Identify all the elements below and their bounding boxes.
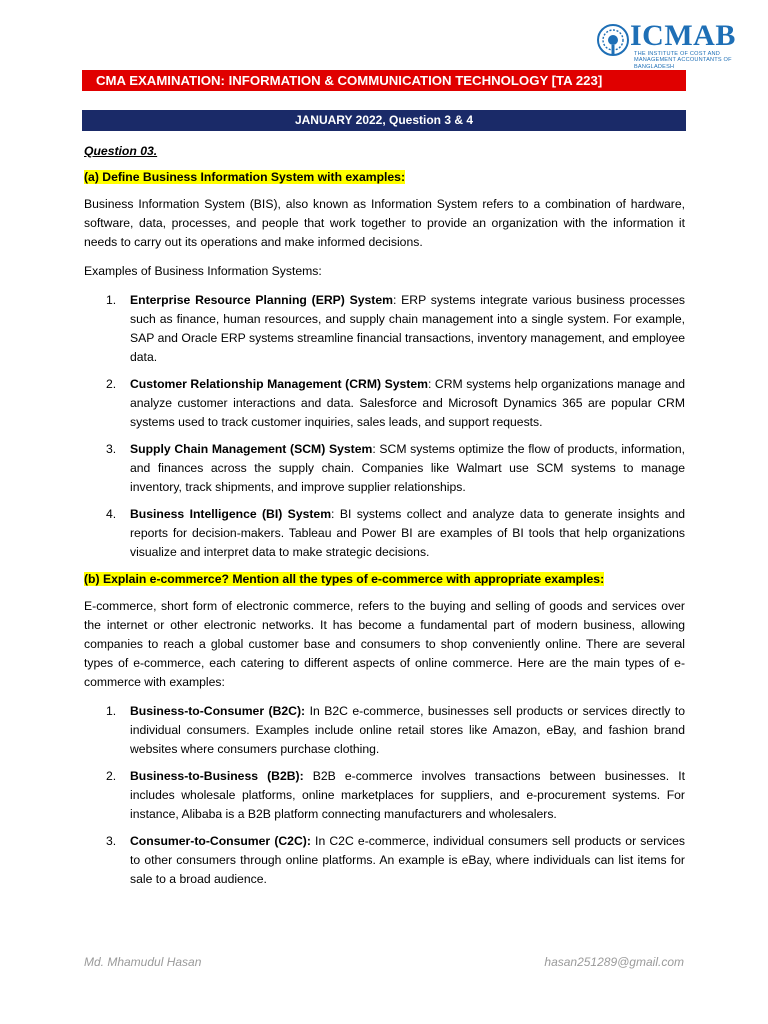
footer-author: Md. Mhamudul Hasan: [84, 955, 202, 969]
item-term: Enterprise Resource Planning (ERP) System: [130, 293, 393, 307]
item-number: 1.: [106, 704, 117, 718]
item-number: 4.: [106, 507, 117, 521]
list-item: [84, 440, 685, 497]
examples-label: Examples of Business Information Systems:: [84, 264, 322, 278]
document-body: [84, 141, 685, 897]
logo-name: ICMAB: [630, 19, 736, 52]
exam-title-bar: CMA EXAMINATION: INFORMATION & COMMUNICATION TECHNOLOGY [TA 223]: [82, 70, 686, 91]
item-text: : CRM systems help organizations manage and analyze customer interactions and data. Salesforce and Microsoft Dynamics 365 are popular CRM systems used to track customer inquiries, sales leads, and support requests.: [130, 377, 685, 429]
item-number: 3.: [106, 442, 117, 456]
item-term: Business Intelligence (BI) System: [130, 507, 332, 521]
part-b-heading-text: (b) Explain e-commerce? Mention all the types of e-commerce with appropriate examples:: [84, 572, 605, 586]
emblem-icon: [596, 23, 630, 57]
list-item: [84, 702, 685, 759]
item-text: In C2C e-commerce, individual consumers sell products or services to other consumers through online platforms. An example is eBay, where individuals can list items for sale to a broad audience.: [130, 834, 685, 886]
item-term: Business-to-Consumer (B2C):: [130, 704, 306, 718]
exam-date-bar: JANUARY 2022, Question 3 & 4: [82, 110, 686, 131]
item-text: In B2C e-commerce, businesses sell products or services directly to individual consumers. Examples include online retail stores like Amazon, eBay, and fashion brand websites where consumers purchase clothing.: [130, 704, 685, 756]
list-item: [84, 832, 685, 889]
ecommerce-types-list: [84, 702, 685, 889]
item-term: Consumer-to-Consumer (C2C):: [130, 834, 311, 848]
list-item: [84, 767, 685, 824]
part-a-heading: [84, 168, 685, 187]
item-number: 3.: [106, 834, 117, 848]
item-text: : SCM systems optimize the flow of products, information, and finances across the supply chain. Companies like Walmart use SCM systems to manage inventory, track shipments, and improve supplier relationships.: [130, 442, 685, 494]
part-b-intro: E-commerce, short form of electronic commerce, refers to the buying and selling of goods and services over the internet or other electronic networks. It has become a fundamental part of modern business, allowing companies to reach a global customer base and consumers to shop conveniently online. There are several types of e-commerce, each catering to different aspects of online commerce. Here are the main types of e-commerce with examples:: [84, 599, 685, 689]
item-term: Customer Relationship Management (CRM) System: [130, 377, 428, 391]
item-text: B2B e-commerce involves transactions between businesses. It includes wholesale platforms, online marketplaces for suppliers, and e-procurement systems. For instance, Alibaba is a B2B platform connecting manufacturers and wholesalers.: [130, 769, 685, 821]
list-item: [84, 375, 685, 432]
part-b-heading: [84, 570, 685, 589]
item-text: : BI systems collect and analyze data to generate insights and reports for decision-makers. Tableau and Power BI are examples of BI tools that help organizations visualize and interpret data to make strategic decisions.: [130, 507, 685, 559]
part-a-intro: Business Information System (BIS), also known as Information System refers to a combination of hardware, software, data, processes, and people that work together to provide an organization with the information it needs to carry out its operations and make informed decisions.: [84, 197, 685, 249]
footer-email: hasan251289@gmail.com: [544, 955, 684, 969]
logo-subtitle: THE INSTITUTE OF COST AND MANAGEMENT ACCOUNTANTS OF BANGLADESH: [634, 51, 732, 70]
item-number: 2.: [106, 769, 117, 783]
item-text: : ERP systems integrate various business processes such as finance, human resources, and supply chain management into a single system. For example, SAP and Oracle ERP systems streamline financial transactions, inventory management, and employee data.: [130, 293, 685, 364]
item-term: Business-to-Business (B2B):: [130, 769, 304, 783]
list-item: [84, 505, 685, 562]
bis-examples-list: [84, 291, 685, 562]
icmab-logo: [596, 19, 746, 70]
part-a-heading-text: (a) Define Business Information System with examples:: [84, 170, 406, 184]
list-item: [84, 291, 685, 367]
item-number: 1.: [106, 293, 117, 307]
item-number: 2.: [106, 377, 117, 391]
question-heading: Question 03.: [84, 144, 158, 158]
item-term: Supply Chain Management (SCM) System: [130, 442, 373, 456]
